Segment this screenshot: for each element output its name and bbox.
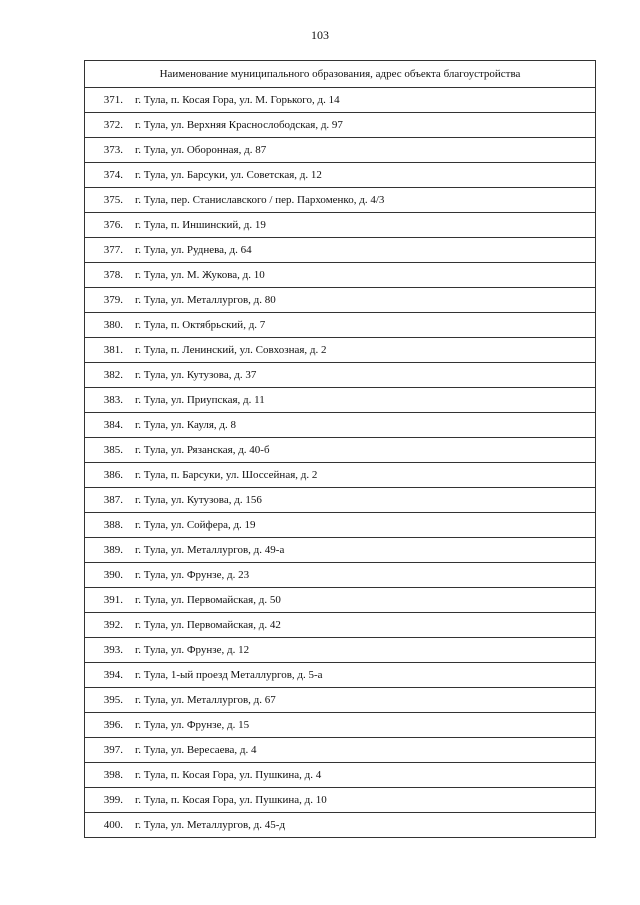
row-address: г. Тула, ул. Кутузова, д. 156 [135, 494, 262, 506]
row-address: г. Тула, п. Ленинский, ул. Совхозная, д. 2 [135, 344, 327, 356]
row-address: г. Тула, ул. Металлургов, д. 49-а [135, 544, 285, 556]
table-row [85, 563, 596, 588]
row-number: 395. [103, 694, 123, 706]
row-number: 394. [103, 669, 123, 681]
row-address: г. Тула, пер. Станиславского / пер. Пархоменко, д. 4/3 [135, 194, 385, 206]
table-row [85, 813, 596, 838]
row-address: г. Тула, ул. Фрунзе, д. 23 [135, 569, 250, 581]
row-number: 377. [103, 244, 123, 256]
table-cell [85, 113, 596, 138]
row-number: 371. [103, 94, 123, 106]
row-address: г. Тула, ул. Вересаева, д. 4 [135, 744, 257, 756]
table-cell [85, 238, 596, 263]
table-cell [85, 488, 596, 513]
table-row [85, 713, 596, 738]
table-cell [85, 563, 596, 588]
table-cell [85, 588, 596, 613]
row-number: 391. [103, 594, 123, 606]
row-number: 392. [103, 619, 123, 631]
row-number: 388. [103, 519, 123, 531]
table-row [85, 488, 596, 513]
row-number: 381. [103, 344, 123, 356]
table-row [85, 413, 596, 438]
table-cell [85, 513, 596, 538]
row-address: г. Тула, 1-ый проезд Металлургов, д. 5-а [135, 669, 323, 681]
table-cell [85, 313, 596, 338]
table-cell [85, 88, 596, 113]
row-address: г. Тула, ул. Рязанская, д. 40-б [135, 444, 270, 456]
table-row [85, 463, 596, 488]
row-number: 387. [103, 494, 123, 506]
table-cell [85, 638, 596, 663]
row-number: 385. [103, 444, 123, 456]
table-row [85, 238, 596, 263]
row-number: 386. [103, 469, 123, 481]
table-cell [85, 388, 596, 413]
table-header: Наименование муниципального образования, адрес объекта благоустройства [85, 61, 596, 88]
row-number: 390. [103, 569, 123, 581]
table-row [85, 113, 596, 138]
row-address: г. Тула, п. Барсуки, ул. Шоссейная, д. 2 [135, 469, 318, 481]
row-number: 382. [103, 369, 123, 381]
table-cell [85, 363, 596, 388]
table-row [85, 363, 596, 388]
row-address: г. Тула, ул. Оборонная, д. 87 [135, 144, 267, 156]
table-cell [85, 663, 596, 688]
row-number: 396. [103, 719, 123, 731]
table-row [85, 263, 596, 288]
table-row [85, 213, 596, 238]
table-row [85, 338, 596, 363]
row-address: г. Тула, п. Октябрьский, д. 7 [135, 319, 266, 331]
table-row [85, 663, 596, 688]
table-cell [85, 288, 596, 313]
table-row [85, 188, 596, 213]
table-row [85, 588, 596, 613]
table-cell [85, 413, 596, 438]
table-cell [85, 213, 596, 238]
table-row [85, 688, 596, 713]
table-body [85, 88, 596, 838]
row-address: г. Тула, ул. Сойфера, д. 19 [135, 519, 256, 531]
table-cell [85, 763, 596, 788]
table-cell [85, 688, 596, 713]
row-address: г. Тула, ул. Первомайская, д. 50 [135, 594, 281, 606]
row-address: г. Тула, ул. М. Жукова, д. 10 [135, 269, 265, 281]
row-address: г. Тула, ул. Первомайская, д. 42 [135, 619, 281, 631]
row-address: г. Тула, ул. Фрунзе, д. 15 [135, 719, 250, 731]
table-cell [85, 613, 596, 638]
table-cell [85, 813, 596, 838]
row-address: г. Тула, ул. Металлургов, д. 80 [135, 294, 276, 306]
table-row [85, 388, 596, 413]
row-number: 398. [103, 769, 123, 781]
table-cell [85, 163, 596, 188]
table-row [85, 513, 596, 538]
table-cell [85, 138, 596, 163]
row-address: г. Тула, п. Косая Гора, ул. Пушкина, д. 10 [135, 794, 327, 806]
table-cell [85, 438, 596, 463]
row-number: 379. [103, 294, 123, 306]
row-address: г. Тула, ул. Приупская, д. 11 [135, 394, 265, 406]
table-row [85, 613, 596, 638]
row-address: г. Тула, ул. Металлургов, д. 67 [135, 694, 276, 706]
row-address: г. Тула, ул. Фрунзе, д. 12 [135, 644, 250, 656]
row-number: 372. [103, 119, 123, 131]
table-row [85, 438, 596, 463]
row-address: г. Тула, ул. Кауля, д. 8 [135, 419, 237, 431]
table-row [85, 738, 596, 763]
row-address: г. Тула, ул. Руднева, д. 64 [135, 244, 252, 256]
table-cell [85, 713, 596, 738]
table-row [85, 138, 596, 163]
row-number: 389. [103, 544, 123, 556]
row-number: 376. [103, 219, 123, 231]
table-row [85, 763, 596, 788]
table-cell [85, 738, 596, 763]
table-cell [85, 188, 596, 213]
row-address: г. Тула, ул. Барсуки, ул. Советская, д. 12 [135, 169, 322, 181]
table-row [85, 788, 596, 813]
table-cell [85, 788, 596, 813]
table-row [85, 88, 596, 113]
table-row [85, 313, 596, 338]
row-number: 380. [103, 319, 123, 331]
table-row [85, 288, 596, 313]
row-number: 375. [103, 194, 123, 206]
row-address: г. Тула, п. Косая Гора, ул. Пушкина, д. 4 [135, 769, 322, 781]
addresses-table [84, 60, 596, 838]
row-number: 374. [103, 169, 123, 181]
row-address: г. Тула, ул. Металлургов, д. 45-д [135, 819, 286, 831]
page-number: 103 [311, 28, 329, 42]
row-number: 397. [103, 744, 123, 756]
row-number: 393. [103, 644, 123, 656]
row-address: г. Тула, ул. Кутузова, д. 37 [135, 369, 257, 381]
table-row [85, 638, 596, 663]
row-number: 399. [103, 794, 123, 806]
table-cell [85, 263, 596, 288]
row-number: 383. [103, 394, 123, 406]
table-cell [85, 463, 596, 488]
table-row [85, 538, 596, 563]
row-number: 378. [103, 269, 123, 281]
row-address: г. Тула, п. Косая Гора, ул. М. Горького, д. 14 [135, 94, 340, 106]
table-row [85, 163, 596, 188]
row-number: 384. [103, 419, 123, 431]
row-address: г. Тула, п. Иншинский, д. 19 [135, 219, 266, 231]
table-cell [85, 338, 596, 363]
table-cell [85, 538, 596, 563]
row-number: 400. [103, 819, 123, 831]
table-header-row [85, 61, 596, 88]
row-number: 373. [103, 144, 123, 156]
row-address: г. Тула, ул. Верхняя Краснослободская, д. 97 [135, 119, 343, 131]
